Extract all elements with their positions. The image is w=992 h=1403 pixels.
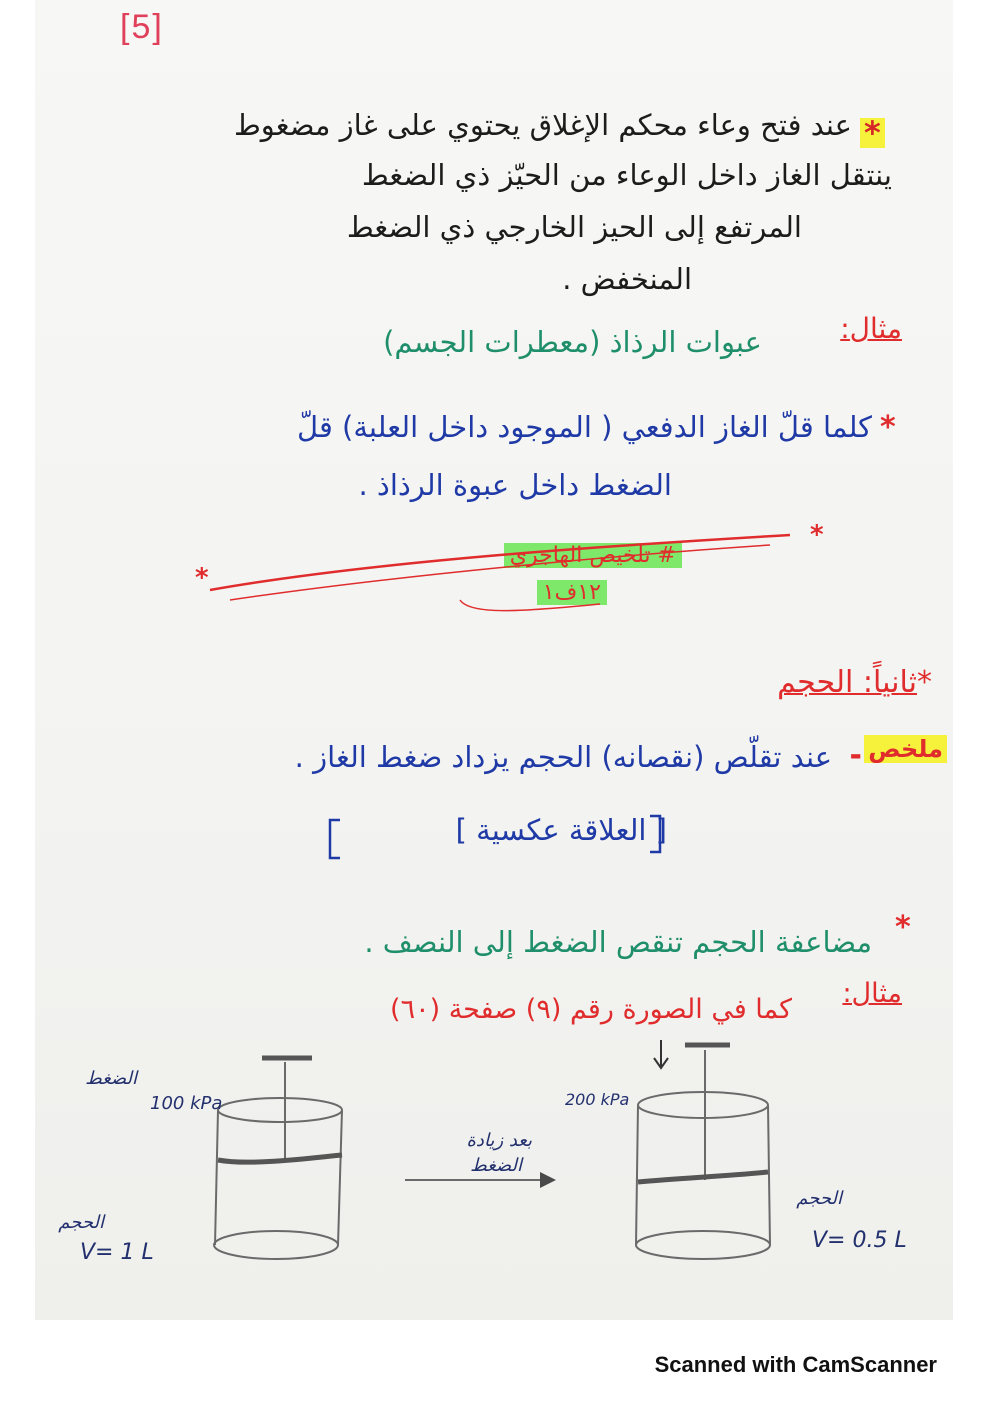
example1-label: مثال: bbox=[840, 312, 902, 345]
hashtag-text: # تلخيص الهاجري bbox=[504, 543, 682, 568]
section3-line-1: عند تقلّص (نقصانه) الحجم يزداد ضغط الغاز . bbox=[294, 740, 832, 774]
section3-heading-star: * bbox=[917, 665, 932, 700]
star-highlight-1: * bbox=[860, 118, 885, 148]
example1-text: عبوات الرذاذ (معطرات الجسم) bbox=[383, 325, 762, 359]
left-volume-label: الحجم bbox=[58, 1212, 104, 1233]
summary-tag bbox=[864, 735, 947, 763]
section1-line-3: المرتفع إلى الحيز الخارجي ذي الضغط bbox=[346, 210, 802, 244]
section3-heading-text: ثانياً: الحجم bbox=[777, 665, 917, 700]
example2-label: مثال: bbox=[842, 978, 902, 1009]
section1-line-4: المنخفض . bbox=[562, 262, 692, 296]
left-volume-value: V= 1 L bbox=[80, 1240, 154, 1265]
section1-line-2: ينتقل الغاز داخل الوعاء من الحيّز ذي الضغط bbox=[361, 158, 892, 192]
right-volume-value: V= 0.5 L bbox=[812, 1228, 907, 1253]
summary-tag-text: ملخص bbox=[864, 735, 947, 763]
star-2: * bbox=[880, 410, 896, 445]
section4-line: مضاعفة الحجم تنقص الضغط إلى النصف . bbox=[364, 925, 872, 959]
right-volume-label: الحجم bbox=[796, 1188, 842, 1209]
section2-line-1: كلما قلّ الغاز الدفعي ( الموجود داخل العلبة) قلّ bbox=[296, 410, 872, 444]
left-pressure-label: الضغط bbox=[85, 1068, 137, 1089]
left-pressure-value: 100 kPa bbox=[150, 1093, 223, 1114]
arrow-text-line-1: بعد زيادة bbox=[466, 1130, 532, 1151]
section3-heading bbox=[777, 665, 932, 700]
arrow-text-line-2: الضغط bbox=[470, 1155, 522, 1176]
hashtag-line-1 bbox=[504, 543, 682, 568]
hashtag-star-right: * bbox=[810, 520, 824, 550]
section2-line-2: الضغط داخل عبوة الرذاذ . bbox=[358, 468, 672, 502]
example2-text: كما في الصورة رقم (٩) صفحة (٦٠) bbox=[390, 994, 792, 1025]
hashtag-code: ١٢ف١ bbox=[537, 580, 607, 605]
star-4: * bbox=[895, 910, 911, 945]
camscanner-footer: Scanned with CamScanner bbox=[654, 1352, 937, 1377]
scanned-page bbox=[35, 0, 953, 1320]
right-pressure-value: 200 kPa bbox=[565, 1090, 630, 1109]
section1-line-1: عند فتح وعاء محكم الإغلاق يحتوي على غاز مضغوط bbox=[233, 108, 852, 142]
hashtag-star-left: * bbox=[195, 563, 209, 593]
summary-dash: - bbox=[849, 738, 862, 773]
page-number: [5] bbox=[120, 8, 164, 46]
hashtag-line-2 bbox=[537, 580, 607, 605]
section3-relation: [ العلاقة عكسية ] bbox=[455, 813, 667, 847]
